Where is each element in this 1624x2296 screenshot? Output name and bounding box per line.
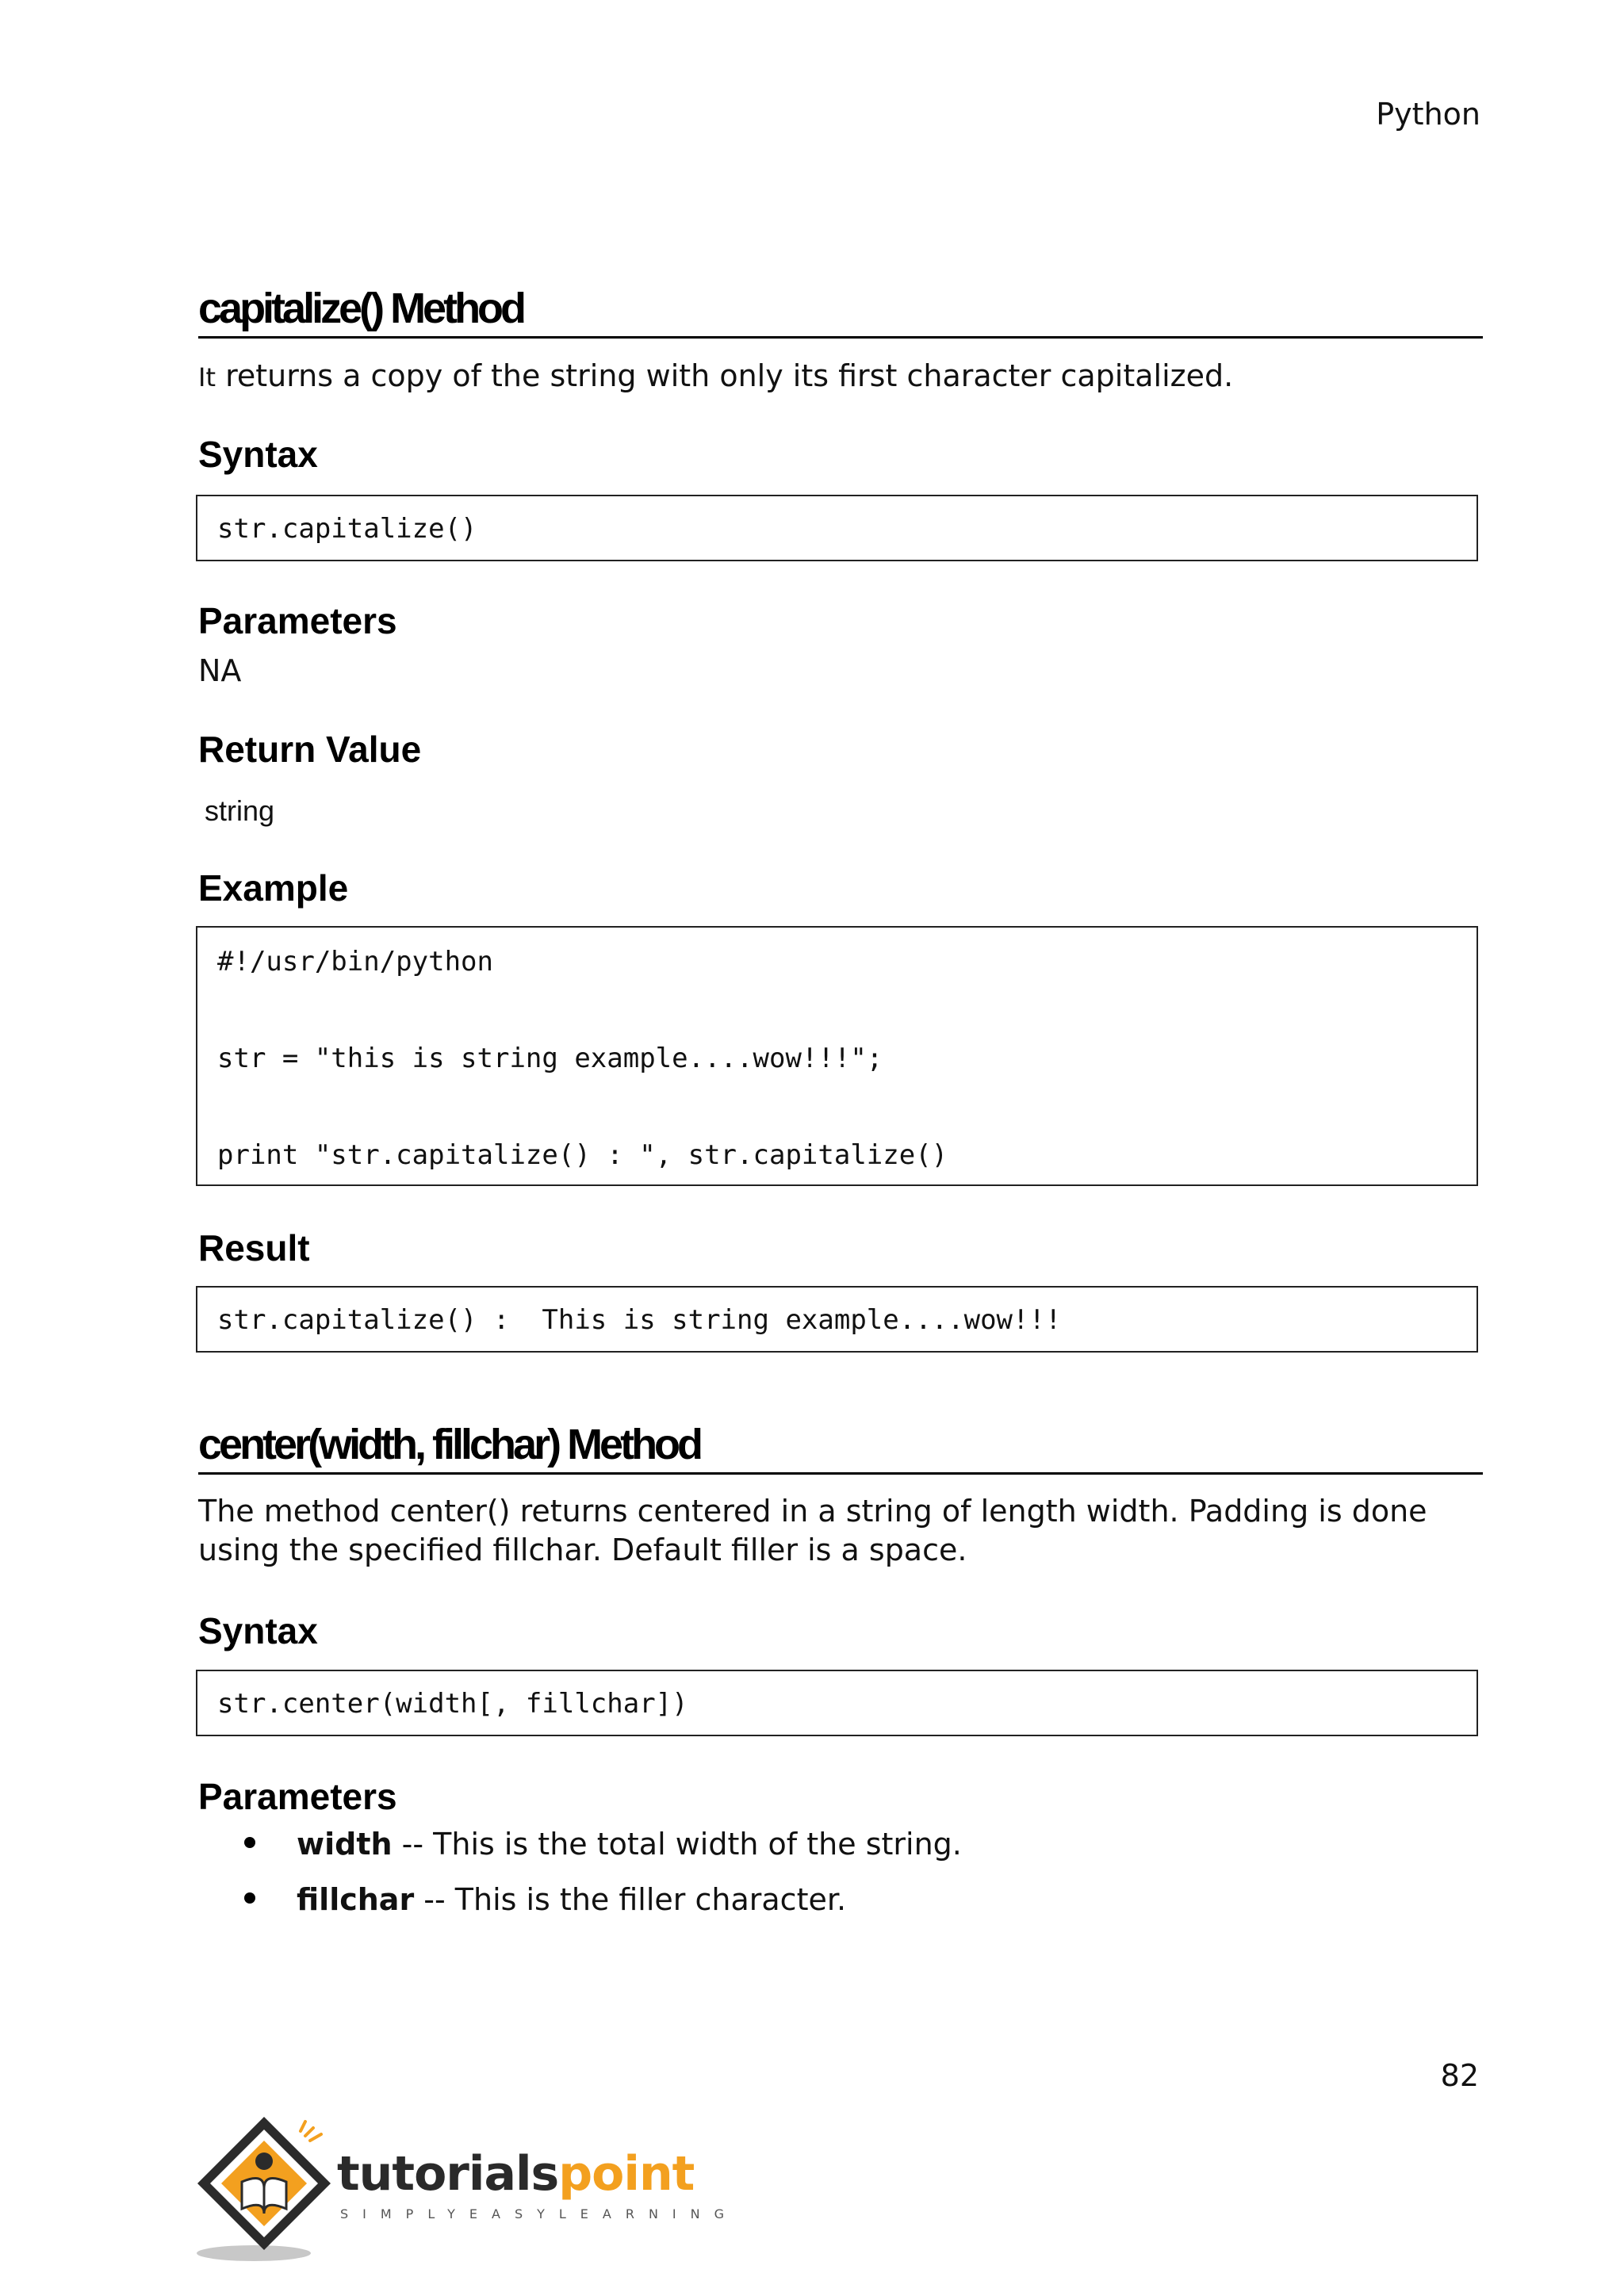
capitalize-result-heading: Result bbox=[198, 1227, 310, 1269]
center-description bbox=[198, 1492, 1481, 1570]
capitalize-parameters-text: NA bbox=[198, 653, 242, 688]
capitalize-result-box bbox=[196, 1286, 1478, 1353]
capitalize-description bbox=[198, 357, 1481, 397]
logo-diamond-icon bbox=[194, 2109, 337, 2267]
example-code-line: #!/usr/bin/python bbox=[217, 946, 493, 978]
capitalize-description-rest: returns a copy of the string with only its first character capitalized. bbox=[215, 358, 1234, 393]
center-syntax-code: str.center(width[, fillchar]) bbox=[217, 1688, 688, 1720]
center-syntax-heading: Syntax bbox=[198, 1610, 318, 1651]
bullet-icon bbox=[244, 1892, 255, 1904]
logo-wordmark-accent: point bbox=[558, 2146, 695, 2202]
capitalize-example-box bbox=[196, 926, 1478, 1186]
bullet-icon bbox=[244, 1837, 255, 1848]
example-code-line: print "str.capitalize() : ", str.capitalize() bbox=[217, 1139, 948, 1171]
capitalize-syntax-heading: Syntax bbox=[198, 434, 318, 475]
logo-wordmark bbox=[337, 2146, 695, 2202]
center-syntax-box bbox=[196, 1670, 1478, 1736]
center-description-line1: The method center() returns centered in a string of length width. Padding is done bbox=[198, 1494, 1427, 1529]
capitalize-return-heading: Return Value bbox=[198, 729, 422, 770]
param-name: fillchar bbox=[297, 1882, 415, 1917]
capitalize-result-code: str.capitalize() : This is string example....wow!!! bbox=[217, 1304, 1062, 1336]
capitalize-syntax-code: str.capitalize() bbox=[217, 513, 477, 545]
section-title-center: center(width, fillchar) Method bbox=[198, 1423, 1483, 1475]
section-title-capitalize: capitalize() Method bbox=[198, 287, 1483, 339]
center-description-line2: using the specified fillchar. Default filler is a space. bbox=[198, 1533, 967, 1567]
logo-tagline: SIMPLYEASYLEARNING bbox=[340, 2206, 739, 2221]
param-name: width bbox=[297, 1827, 393, 1862]
capitalize-description-first-word: It bbox=[198, 362, 216, 392]
param-desc: -- This is the total width of the string. bbox=[392, 1827, 962, 1862]
example-code-line: str = "this is string example....wow!!!"; bbox=[217, 1043, 883, 1074]
capitalize-example-heading: Example bbox=[198, 867, 349, 909]
center-parameters-heading: Parameters bbox=[198, 1776, 397, 1817]
logo-wordmark-dark: tutorials bbox=[337, 2146, 559, 2202]
running-header: Python bbox=[1376, 97, 1480, 132]
capitalize-parameters-heading: Parameters bbox=[198, 600, 397, 641]
param-desc: -- This is the filler character. bbox=[414, 1882, 847, 1917]
tutorialspoint-logo bbox=[194, 2109, 739, 2267]
page-number: 82 bbox=[1440, 2058, 1479, 2093]
capitalize-return-text: string bbox=[205, 794, 275, 827]
capitalize-syntax-box bbox=[196, 495, 1478, 561]
